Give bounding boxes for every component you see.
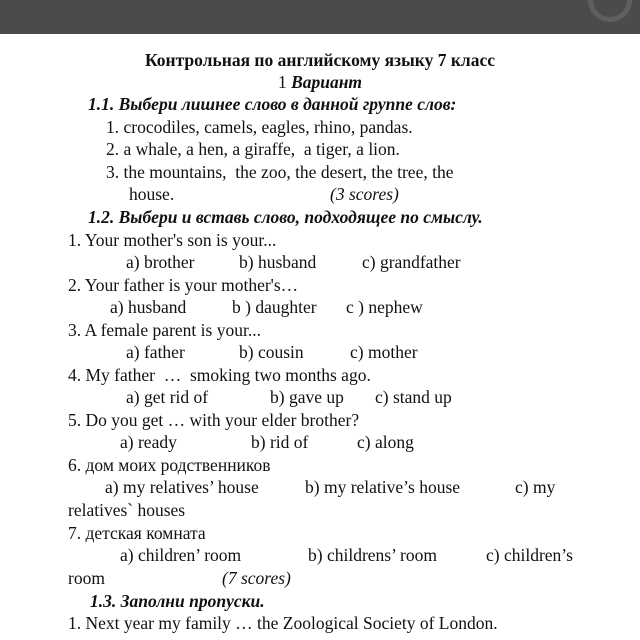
- document-page: [0, 34, 640, 640]
- q3-option-c: c) mother: [350, 342, 418, 362]
- variant-number: 1: [277, 72, 287, 92]
- q1-option-a: a) brother: [126, 252, 195, 272]
- q2-option-a: a) husband: [110, 297, 187, 317]
- question-1: 1. Your mother's son is your...: [68, 230, 277, 250]
- variant-line: [0, 71, 640, 93]
- section-1-3-question-1: 1. Next year my family … the Zoological Society of London.: [68, 613, 498, 633]
- q1-option-c: c) grandfather: [362, 252, 461, 272]
- section-1-3-heading: 1.3. Заполни пропуски.: [90, 591, 265, 611]
- q4-option-b: b) gave up: [270, 387, 344, 407]
- q6-option-a: a) my relatives’ house: [105, 477, 259, 497]
- top-bar: [0, 0, 640, 34]
- circle-icon: [588, 0, 632, 22]
- q4-option-a: a) get rid of: [126, 387, 209, 407]
- q7-option-a: a) children’ room: [120, 545, 242, 565]
- q1-option-b: b) husband: [239, 252, 317, 272]
- q3-option-b: b) cousin: [239, 342, 304, 362]
- variant-label: Вариант: [291, 72, 363, 92]
- q7-option-c-continuation: room: [68, 568, 105, 588]
- list-item: 3. the mountains, the zoo, the desert, the tree, the: [106, 162, 454, 182]
- question-2: 2. Your father is your mother's…: [68, 275, 299, 295]
- q2-option-b: b ) daughter: [232, 297, 317, 317]
- q7-option-c: c) children’s: [486, 545, 573, 565]
- section-1-1-heading: 1.1. Выбери лишнее слово в данной группе слов:: [88, 94, 457, 114]
- list-item: 2. a whale, a hen, a giraffe, a tiger, a lion.: [106, 139, 400, 159]
- question-7: 7. детская комната: [68, 523, 206, 543]
- question-3: 3. A female parent is your...: [68, 320, 261, 340]
- q6-option-b: b) my relative’s house: [305, 477, 461, 497]
- section-1-2-scores: (7 scores): [222, 568, 291, 588]
- q5-option-a: a) ready: [120, 432, 177, 452]
- question-5: 5. Do you get … with your elder brother?: [68, 410, 360, 430]
- q7-option-b: b) childrens’ room: [308, 545, 437, 565]
- document-title: Контрольная по английскому языку 7 класс: [144, 50, 496, 70]
- list-item-continuation: house.: [129, 184, 175, 204]
- list-item: 1. crocodiles, camels, eagles, rhino, pandas.: [106, 117, 413, 137]
- q5-option-b: b) rid of: [251, 432, 309, 452]
- q4-option-c: c) stand up: [375, 387, 452, 407]
- question-6: 6. дом моих родственников: [68, 455, 271, 475]
- section-1-2-heading: 1.2. Выбери и вставь слово, подходящее по смыслу.: [88, 207, 483, 227]
- q6-option-c-continuation: relatives` houses: [68, 500, 186, 520]
- q2-option-c: c ) nephew: [346, 297, 423, 317]
- q3-option-a: a) father: [126, 342, 185, 362]
- section-1-1-scores: (3 scores): [330, 184, 399, 204]
- q6-option-c: c) my: [515, 477, 556, 497]
- q5-option-c: c) along: [357, 432, 414, 452]
- question-4: 4. My father … smoking two months ago.: [68, 365, 371, 385]
